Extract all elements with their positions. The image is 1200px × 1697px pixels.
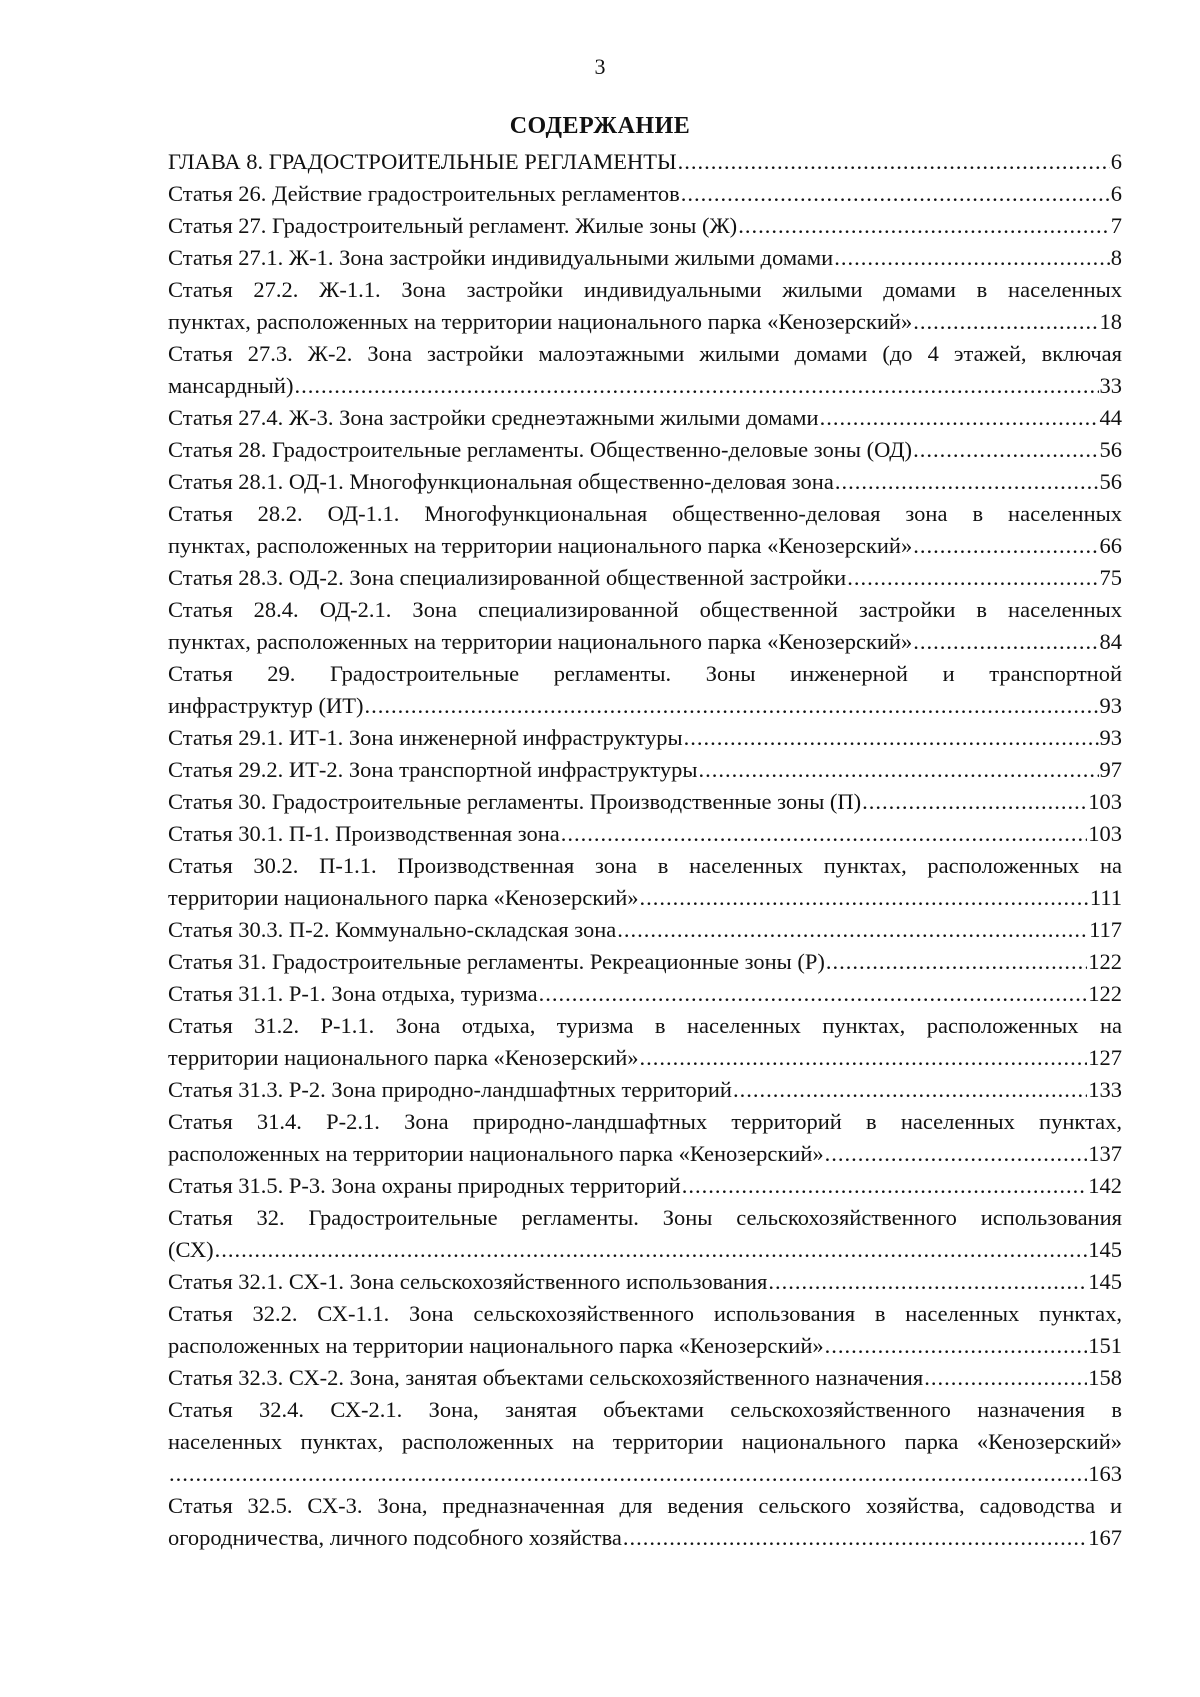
toc-entry-text-line: Статья 28.4. ОД-2.1. Зона специализированной общественной застройки в населенных: [168, 597, 1122, 622]
toc-entry-page-number: 103: [1088, 789, 1122, 814]
dot-leader: [561, 818, 1088, 850]
dot-leader: [539, 978, 1088, 1010]
toc-entry-text-line: Статья 31.4. Р-2.1. Зона природно-ландшафтных территорий в населенных пунктах,: [168, 1109, 1122, 1134]
toc-entry-title: Статья 31.5. Р-3. Зона охраны природных территорий: [168, 1173, 681, 1198]
dot-leader: [913, 530, 1098, 562]
toc-entry[interactable]: [168, 1362, 1122, 1394]
toc-entry-title: Статья 31.1. Р-1. Зона отдыха, туризма: [168, 981, 538, 1006]
toc-entry-page-number: 167: [1088, 1525, 1122, 1550]
toc-entry[interactable]: [168, 466, 1122, 498]
toc-entry[interactable]: [168, 146, 1122, 178]
toc-entry-title: Статья 32.3. СХ-2. Зона, занятая объектами сельскохозяйственного назначения: [168, 1365, 924, 1390]
dot-leader: [215, 1234, 1088, 1266]
toc-entry-title: расположенных на территории национального парка «Кенозерский»: [168, 1333, 824, 1358]
toc-entry-leader-line: [168, 1458, 1122, 1490]
toc-entry[interactable]: [168, 722, 1122, 754]
dot-leader: [768, 1266, 1087, 1298]
toc-entry-title: Статья 31. Градостроительные регламенты. Рекреационные зоны (Р): [168, 949, 825, 974]
toc-entry-page-number: 103: [1088, 821, 1122, 846]
toc-entry-leader-line: [168, 1234, 1122, 1266]
toc-entry-text-line: Статья 28.2. ОД-1.1. Многофункциональная общественно-деловая зона в населенных: [168, 501, 1122, 526]
toc-entry-leader-line: [168, 1362, 1122, 1394]
toc-entry-page-number: 75: [1099, 565, 1122, 590]
toc-entry-page-number: 142: [1088, 1173, 1122, 1198]
toc-entry[interactable]: [168, 850, 1122, 914]
toc-entry-title: территории национального парка «Кенозерский»: [168, 885, 639, 910]
dot-leader: [733, 1074, 1087, 1106]
toc-entry[interactable]: [168, 1106, 1122, 1170]
toc-entry-title: Статья 28. Градостроительные регламенты. Общественно-деловые зоны (ОД): [168, 437, 913, 462]
toc-entry[interactable]: [168, 1490, 1122, 1554]
toc-entry-leader-line: [168, 1170, 1122, 1202]
toc-entry-title: (СХ): [168, 1237, 214, 1262]
dot-leader: [682, 1170, 1088, 1202]
toc-entry[interactable]: [168, 402, 1122, 434]
toc-entry-title: Статья 30. Градостроительные регламенты. Производственные зоны (П): [168, 789, 862, 814]
toc-entry-page-number: 122: [1088, 981, 1122, 1006]
dot-leader: [364, 690, 1098, 722]
dot-leader: [835, 466, 1099, 498]
toc-entry-leader-line: [168, 626, 1122, 658]
dot-leader: [913, 626, 1098, 658]
toc-entry-page-number: 145: [1088, 1237, 1122, 1262]
dot-leader: [738, 210, 1110, 242]
toc-entry-page-number: 127: [1088, 1045, 1122, 1070]
toc-entry-leader-line: [168, 1266, 1122, 1298]
toc-entry-leader-line: [168, 402, 1122, 434]
toc-entry-text-line: Статья 32.4. СХ-2.1. Зона, занятая объектами сельскохозяйственного назначения в: [168, 1397, 1122, 1422]
toc-entry-title: Статья 31.3. Р-2. Зона природно-ландшафтных территорий: [168, 1077, 732, 1102]
toc-entry-page-number: 122: [1088, 949, 1122, 974]
dot-leader: [826, 946, 1087, 978]
toc-entry-title: Статья 30.1. П-1. Производственная зона: [168, 821, 560, 846]
toc-entry-text-line: Статья 27.3. Ж-2. Зона застройки малоэтажными жилыми домами (до 4 этажей, включая: [168, 341, 1122, 366]
toc-entry-leader-line: [168, 722, 1122, 754]
toc-entry-page-number: 7: [1110, 213, 1122, 238]
dot-leader: [825, 1330, 1088, 1362]
toc-entry-text-line: Статья 32. Градостроительные регламенты. Зоны сельскохозяйственного использования: [168, 1205, 1122, 1230]
dot-leader: [924, 1362, 1087, 1394]
toc-entry-text-line: Статья 27.2. Ж-1.1. Зона застройки индивидуальными жилыми домами в населенных: [168, 277, 1122, 302]
toc-entry-title: инфраструктур (ИТ): [168, 693, 364, 718]
toc-entry[interactable]: [168, 1010, 1122, 1074]
toc-entry-title: Статья 29.2. ИТ-2. Зона транспортной инфраструктуры: [168, 757, 698, 782]
toc-entry-page-number: 56: [1099, 469, 1122, 494]
toc-entry-title: Статья 26. Действие градостроительных регламентов: [168, 181, 680, 206]
toc-entry-leader-line: [168, 786, 1122, 818]
toc-entry-leader-line: [168, 306, 1122, 338]
page-number: 3: [594, 54, 606, 79]
toc-entry[interactable]: [168, 498, 1122, 562]
toc-entry[interactable]: [168, 786, 1122, 818]
toc-entry[interactable]: [168, 594, 1122, 658]
dot-leader: [825, 1138, 1088, 1170]
toc-entry-leader-line: [168, 178, 1122, 210]
toc-entry[interactable]: [168, 818, 1122, 850]
toc-entry[interactable]: [168, 178, 1122, 210]
toc-entry-title: территории национального парка «Кенозерский»: [168, 1045, 639, 1070]
toc-entry[interactable]: [168, 338, 1122, 402]
toc-entry[interactable]: [168, 434, 1122, 466]
toc-entry-page-number: 44: [1099, 405, 1122, 430]
toc-entry[interactable]: [168, 1074, 1122, 1106]
toc-entry[interactable]: [168, 242, 1122, 274]
toc-entry-page-number: 84: [1099, 629, 1122, 654]
toc-entry[interactable]: [168, 562, 1122, 594]
dot-leader: [678, 146, 1110, 178]
toc-entry[interactable]: [168, 210, 1122, 242]
toc-entry-leader-line: [168, 146, 1122, 178]
toc-entry[interactable]: [168, 1298, 1122, 1362]
dot-leader: [862, 786, 1087, 818]
toc-entry[interactable]: [168, 978, 1122, 1010]
toc-entry-page-number: 56: [1099, 437, 1122, 462]
toc-entry-leader-line: [168, 882, 1122, 914]
toc-entry-leader-line: [168, 946, 1122, 978]
toc-entry-page-number: 158: [1088, 1365, 1122, 1390]
toc-entry-leader-line: [168, 370, 1122, 402]
toc-entry-title: Статья 28.3. ОД-2. Зона специализированной общественной застройки: [168, 565, 847, 590]
dot-leader: [617, 914, 1088, 946]
toc-entry-page-number: 117: [1089, 917, 1122, 942]
toc-entry-page-number: 145: [1088, 1269, 1122, 1294]
toc-entry-text-line: Статья 32.5. СХ-3. Зона, предназначенная для ведения сельского хозяйства, садоводства и: [168, 1493, 1122, 1518]
toc-entry-page-number: 93: [1099, 693, 1122, 718]
toc-entry-leader-line: [168, 1074, 1122, 1106]
toc-entry-title: ГЛАВА 8. ГРАДОСТРОИТЕЛЬНЫЕ РЕГЛАМЕНТЫ: [168, 149, 677, 174]
toc-entry-leader-line: [168, 530, 1122, 562]
toc-entry-leader-line: [168, 818, 1122, 850]
toc-entry-page-number: 93: [1099, 725, 1122, 750]
toc-entry-leader-line: [168, 1330, 1122, 1362]
toc-entry-text-line: Статья 32.2. СХ-1.1. Зона сельскохозяйственного использования в населенных пунктах,: [168, 1301, 1122, 1326]
toc-entry-leader-line: [168, 1042, 1122, 1074]
toc-entry[interactable]: [168, 658, 1122, 722]
toc-entry-page-number: 6: [1110, 181, 1122, 206]
toc-entry-leader-line: [168, 978, 1122, 1010]
toc-entry-page-number: 66: [1099, 533, 1122, 558]
toc-entry-page-number: 111: [1089, 885, 1122, 910]
toc-entry-leader-line: [168, 434, 1122, 466]
toc-entry-title: Статья 27.4. Ж-3. Зона застройки среднеэтажными жилыми домами: [168, 405, 819, 430]
toc-entry-title: пунктах, расположенных на территории национального парка «Кенозерский»: [168, 533, 913, 558]
toc-entry-leader-line: [168, 562, 1122, 594]
toc-entry-page-number: 163: [1088, 1461, 1122, 1486]
toc-entry-page-number: 8: [1110, 245, 1122, 270]
dot-leader: [640, 1042, 1088, 1074]
toc-entry-page-number: 151: [1088, 1333, 1122, 1358]
toc-entry-leader-line: [168, 754, 1122, 786]
toc-entry-text-line: населенных пунктах, расположенных на территории национального парка «Кенозерский»: [168, 1429, 1122, 1454]
dot-leader: [681, 178, 1110, 210]
toc-entry-leader-line: [168, 1522, 1122, 1554]
toc-entry-text-line: Статья 29. Градостроительные регламенты. Зоны инженерной и транспортной: [168, 661, 1122, 686]
toc-entry-leader-line: [168, 242, 1122, 274]
toc-entry-title: Статья 29.1. ИТ-1. Зона инженерной инфраструктуры: [168, 725, 683, 750]
toc-entry-page-number: 133: [1088, 1077, 1122, 1102]
dot-leader: [623, 1522, 1087, 1554]
toc-entry[interactable]: [168, 946, 1122, 978]
toc-entry-leader-line: [168, 466, 1122, 498]
toc-entry-leader-line: [168, 914, 1122, 946]
toc-entry-title: пунктах, расположенных на территории национального парка «Кенозерский»: [168, 629, 913, 654]
toc-entry-title: огородничества, личного подсобного хозяйства: [168, 1525, 622, 1550]
dot-leader: [684, 722, 1099, 754]
dot-leader: [834, 242, 1110, 274]
toc-entry-title: Статья 30.3. П-2. Коммунально-складская зона: [168, 917, 617, 942]
dot-leader: [820, 402, 1099, 434]
toc-entry[interactable]: [168, 1202, 1122, 1266]
toc-entry-title: мансардный): [168, 373, 294, 398]
toc-entry-page-number: 33: [1099, 373, 1122, 398]
toc-entry-page-number: 18: [1099, 309, 1122, 334]
toc-entry[interactable]: [168, 1170, 1122, 1202]
dot-leader: [640, 882, 1089, 914]
toc-entry-page-number: 97: [1099, 757, 1122, 782]
dot-leader: [913, 306, 1098, 338]
toc-entry-title: Статья 32.1. СХ-1. Зона сельскохозяйственного использования: [168, 1269, 768, 1294]
dot-leader: [698, 754, 1098, 786]
toc-entry-page-number: 6: [1110, 149, 1122, 174]
toc-entry-text-line: Статья 30.2. П-1.1. Производственная зона в населенных пунктах, расположенных на: [168, 853, 1122, 878]
table-of-contents: [168, 146, 1122, 1554]
toc-entry[interactable]: [168, 1394, 1122, 1490]
toc-entry-title: пунктах, расположенных на территории национального парка «Кенозерский»: [168, 309, 913, 334]
toc-entry-leader-line: [168, 690, 1122, 722]
toc-entry[interactable]: [168, 754, 1122, 786]
toc-entry[interactable]: [168, 1266, 1122, 1298]
dot-leader: [847, 562, 1098, 594]
dot-leader: [169, 1458, 1087, 1490]
toc-entry-title: расположенных на территории национального парка «Кенозерский»: [168, 1141, 824, 1166]
dot-leader: [913, 434, 1098, 466]
toc-entry-page-number: 137: [1088, 1141, 1122, 1166]
toc-entry[interactable]: [168, 274, 1122, 338]
toc-entry-leader-line: [168, 1138, 1122, 1170]
toc-title: СОДЕРЖАНИЕ: [509, 113, 691, 139]
dot-leader: [294, 370, 1098, 402]
toc-entry-title: Статья 27. Градостроительный регламент. Жилые зоны (Ж): [168, 213, 738, 238]
toc-entry[interactable]: [168, 914, 1122, 946]
toc-entry-title: Статья 28.1. ОД-1. Многофункциональная общественно-деловая зона: [168, 469, 834, 494]
toc-entry-leader-line: [168, 210, 1122, 242]
toc-entry-title: Статья 27.1. Ж-1. Зона застройки индивидуальными жилыми домами: [168, 245, 834, 270]
toc-entry-text-line: Статья 31.2. Р-1.1. Зона отдыха, туризма в населенных пунктах, расположенных на: [168, 1013, 1122, 1038]
